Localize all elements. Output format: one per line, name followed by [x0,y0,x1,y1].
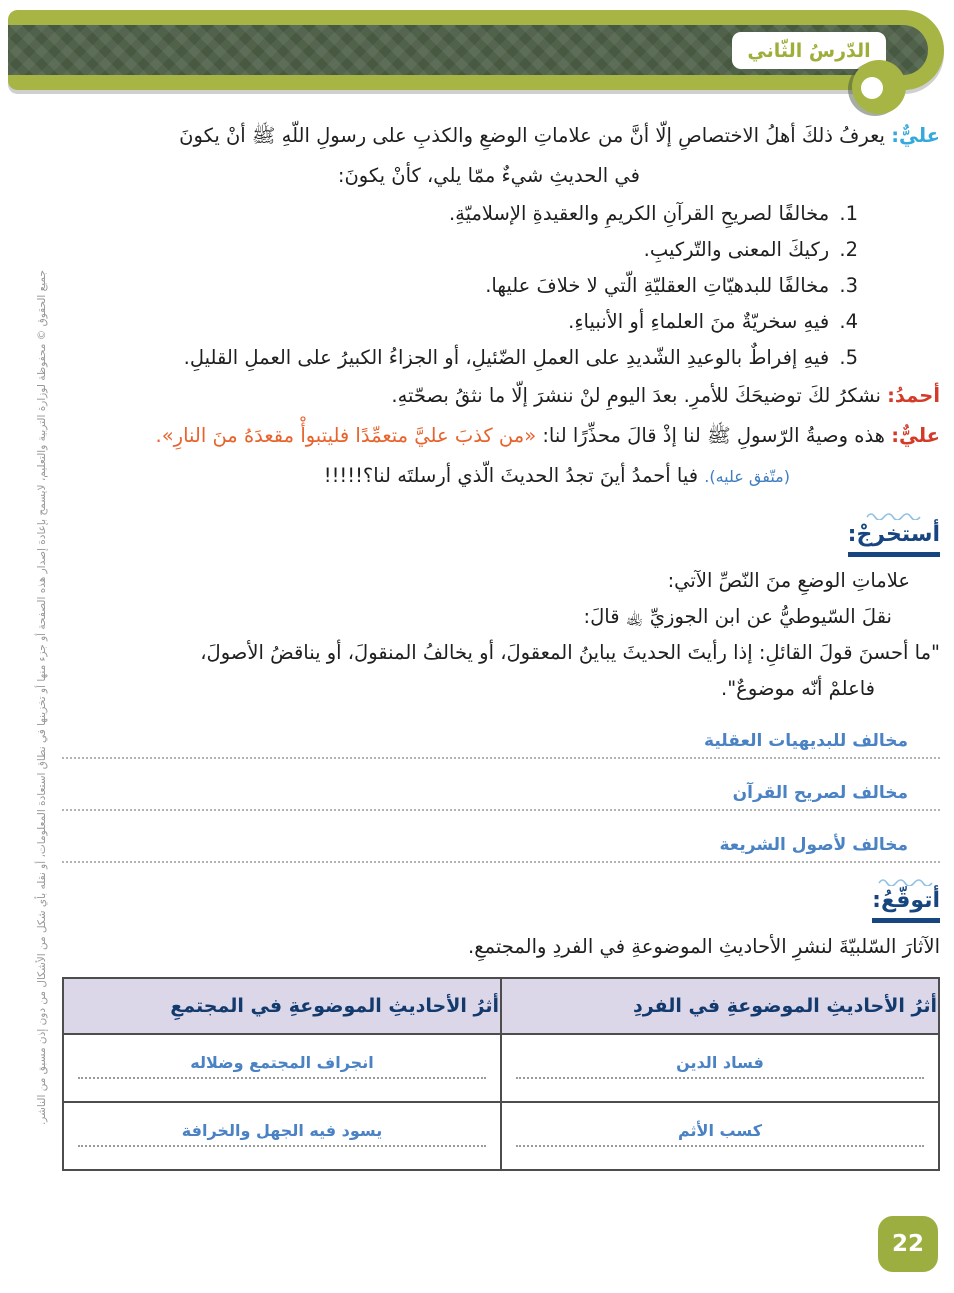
fabrication-signs-list [62,196,858,376]
answer-line[interactable] [62,832,940,863]
list-item [62,268,858,304]
impact-table [62,977,940,1171]
ali-text-1: يعرفُ ذلكَ أهلُ الاختصاصِ إلّا أنَّ من علاماتِ الوضعِ والكذبِ على رسولِ اللّهِ ﷺ أنْ يكونَ [179,124,885,147]
answer-text: مخالف للبديهيات العقلية [704,731,908,751]
ali2-text-before: هذه وصيةُ الرّسولِ ﷺ لنا إذْ قالَ محذِّرًا لنا: [536,424,885,447]
wave-decoration-icon [865,511,923,520]
table-answer[interactable]: فساد الدين [516,1053,924,1079]
answer-text: مخالف لأصول الشريعة [719,835,908,855]
list-item [62,340,858,376]
list-text: فيهِ سخريّةٌ منَ العلماءِ أو الأنبياءِ. [568,310,830,333]
list-number: 5. [839,346,858,369]
dialogue-ali-line1 [62,116,940,156]
list-text: ركيكَ المعنى والتّركيبِ. [643,238,830,261]
expect-heading-block [872,877,940,923]
banner-ring-icon [852,60,906,114]
expect-intro: الآثارَ السّلبيّةَ لنشرِ الأحاديثِ الموضوعةِ في الفردِ والمجتمعِ. [468,935,940,958]
table-answer[interactable]: انجراف المجتمع وضلاله [78,1053,486,1079]
page-number-badge: 22 [878,1216,938,1272]
list-text: فيهِ إفراطٌ بالوعيدِ الشّديدِ على العملِ الضّئيلِ، أو الجزاءُ الكبيرُ على العملِ القليلِ. [183,346,830,369]
list-item [62,196,858,232]
lesson-title-badge: الدّرسُ الثّاني [732,32,886,69]
list-number: 4. [839,310,858,333]
table-answer[interactable]: يسود فيه الجهل والخرافة [78,1121,486,1147]
list-item [62,232,858,268]
table-answer[interactable]: كسب الأثم [516,1121,924,1147]
lesson-banner [8,10,944,90]
speaker-ali: عليٌّ: [891,124,940,147]
extract-intro1: علاماتِ الوضعِ منَ النّصِّ الآتي: [667,569,910,592]
dialogue-ali-line2: في الحديثِ شيءٌ ممّا يلي، كأنْ يكونَ: [337,164,640,187]
suyuti-quote-line1: "ما أحسنَ قولَ القائلِ: إذا رأيتَ الحديثَ يباينُ المعقولَ، أو يخالفُ المنقولَ، أو يناقضُ الأصولَ، [200,641,940,664]
expect-section-header [62,877,940,923]
table-header-society: أثرُ الأحاديثِ الموضوعةِ في المجتمعِ [63,978,501,1034]
expect-heading: أتوقّعُ: [872,888,940,913]
copyright-notice: جميع الحقوق © محفوظة لوزارة التربية والتعليم، لايسمح بإعادة إصدار هذه الصفحة أو جزء منها أو تخزينها في نطاق استعادة المعلومات، أو نقله بأي شكل من الأشكال من دون إذن مسبق من الناشر. [36,270,48,1126]
table-header-individual: أثرُ الأحاديثِ الموضوعةِ في الفردِ [501,978,939,1034]
dialogue-ali2-line2 [62,456,940,497]
wave-decoration-icon [877,877,935,886]
extract-heading: أستخرجْ: [847,522,940,547]
suyuti-quote-line2: فاعلمْ أنّه موضوعٌ". [721,677,875,700]
dialogue-ahmad-line [62,376,940,416]
list-number: 3. [839,274,858,297]
list-text: مخالفًا لصريحِ القرآنِ الكريمِ والعقيدةِ الإسلاميّةِ. [448,202,830,225]
answer-text: مخالف لصريح القرآن [732,783,908,803]
heading-underline [848,552,940,557]
extract-heading-block [848,511,940,557]
extract-intro2: نقلَ السّيوطيُّ عن ابن الجوزيِّ ﵀ قالَ: [583,605,892,628]
list-item [62,304,858,340]
speaker-ahmad: أحمدُ: [887,384,940,407]
speaker-ali2: عليٌّ: [891,424,940,447]
list-number: 1. [839,202,858,225]
page-content [62,116,940,1171]
list-number: 2. [839,238,858,261]
heading-underline [872,918,940,923]
list-text: مخالفًا للبدهيّاتِ العقليّةِ الّتي لا خلافَ عليها. [485,274,830,297]
hadith-attribution: (متّفق عليه). [704,467,790,486]
answer-line[interactable] [62,780,940,811]
hadith-quote: «من كذبَ عليَّ متعمِّدًا فليتبوأْ مقعدَهُ منَ النارِ». [155,424,537,447]
table-row [63,1102,939,1170]
extract-section-header [62,511,940,557]
ahmad-text: نشكرُ لكَ توضيحَكَ للأمرِ. بعدَ اليومِ لنْ ننشرَ إلّا ما نثقُ بصحّتهِ. [391,384,881,407]
answer-line[interactable] [62,728,940,759]
ali2-text-after: فيا أحمدُ أينَ تجدُ الحديثَ الّذي أرسلتَه لنا؟!!!!! [323,464,699,487]
dialogue-ali2-line1 [62,416,940,456]
table-header-row [63,978,939,1034]
table-row [63,1034,939,1102]
